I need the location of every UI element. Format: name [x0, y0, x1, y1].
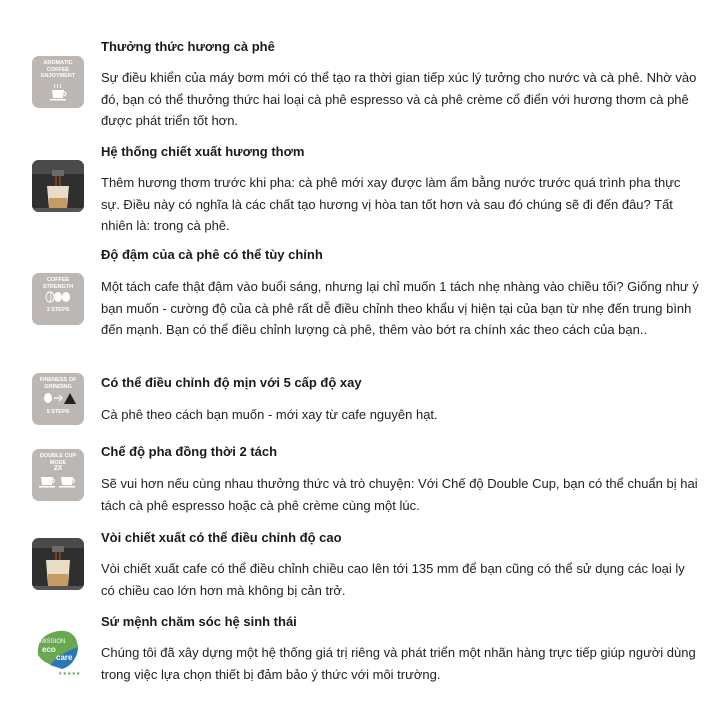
coffee-extraction-image — [32, 160, 84, 212]
feature-description: Sẽ vui hơn nếu cùng nhau thưởng thức và trò chuyện: Với Chế độ Double Cup, bạn có thể chuẩn bị hai tách cà phê espresso hoặc cà phê crème cùng một lúc. — [101, 476, 698, 513]
icon-caption: DOUBLE CUP MODE 2X — [39, 453, 77, 472]
icon-caption: COFFEE STRENGTH — [42, 277, 74, 290]
bean-to-grounds-icon — [32, 390, 84, 406]
feature-title: Độ đậm của cà phê có thể tùy chỉnh — [101, 247, 323, 262]
coffee-extraction-photo — [32, 160, 84, 212]
feature-description: Một tách cafe thật đậm vào buổi sáng, nhưng lại chỉ muốn 1 tách nhẹ nhàng vào chiều tối? Giống như ý bạn muốn - cường độ của cà phê rất dễ điều chỉnh theo khẩu vị hiện tại của bạn từ nhẹ đến trung bình đến mạnh. Bạn có thể điều chỉnh lượng cà phê, thêm vào bớt ra chính xác theo cách của bạn.. — [101, 279, 699, 337]
double-cup-mode-icon — [32, 449, 84, 501]
svg-text:★★★★★: ★★★★★ — [58, 671, 81, 677]
feature-description: Sự điều khiển của máy bơm mới có thể tạo ra thời gian tiếp xúc lý tưởng cho nước và cà phê. Nhờ vào đó, bạn có thể thưởng thức hai loại cà phê espresso và cà phê crème cổ điển với hương thơm cà phê được phát triển tốt hơn. — [101, 70, 697, 128]
eco-leaf-icon — [32, 625, 84, 677]
feature-title: Vòi chiết xuất có thể điều chỉnh độ cao — [101, 530, 342, 545]
mission-eco-care-logo — [32, 625, 84, 677]
eco-logo-care-text: care — [56, 653, 73, 662]
adjustable-spout-photo — [32, 538, 84, 590]
spout-cup-image — [32, 538, 84, 590]
feature-title: Chế độ pha đồng thời 2 tách — [101, 444, 278, 459]
icon-footer: 5 STEPS — [46, 408, 70, 415]
eco-logo-mission-text: MISSION — [40, 639, 66, 645]
feature-title: Có thể điều chỉnh độ mịn với 5 cấp độ xay — [101, 375, 362, 390]
aromatic-coffee-enjoyment-icon — [32, 56, 84, 108]
steaming-cup-icon — [32, 80, 84, 104]
icon-footer: 3 STEPS — [46, 306, 70, 313]
coffee-beans-icon — [32, 290, 84, 304]
two-cups-icon — [32, 473, 84, 491]
feature-description: Chúng tôi đã xây dựng một hệ thống giá trị riêng và phát triển một nhãn hàng trực tiếp giúp người dùng trong việc lựa chọn thiết bị đảm bảo ý thức với môi trường. — [101, 645, 696, 682]
feature-title: Sứ mệnh chăm sóc hệ sinh thái — [101, 614, 297, 629]
feature-description: Vòi chiết xuất cafe có thể điều chỉnh chiều cao lên tới 135 mm để bạn cũng có thể sử dụng các loại ly có chiều cao lớn hơn mà không bị cản trở. — [101, 561, 685, 598]
coffee-strength-icon — [32, 273, 84, 325]
icon-caption: FINENESS OF GRINDING — [39, 377, 77, 390]
feature-title: Hệ thống chiết xuất hương thơm — [101, 144, 305, 159]
fineness-of-grinding-icon — [32, 373, 84, 425]
eco-logo-eco-text: eco — [42, 645, 56, 654]
feature-title: Thưởng thức hương cà phê — [101, 39, 275, 54]
icon-caption: AROMATIC COFFEE ENJOYMENT — [40, 60, 76, 79]
feature-description: Cà phê theo cách bạn muốn - mới xay từ cafe nguyên hạt. — [101, 407, 438, 422]
feature-description: Thêm hương thơm trước khi pha: cà phê mới xay được làm ẩm bằng nước trước quá trình pha thực sự. Điều này có nghĩa là các chất tạo hương vị hòa tan tốt hơn và sau đó chúng sẽ đi đến đâu? Tất nhiên là: trong cà phê. — [101, 175, 681, 233]
